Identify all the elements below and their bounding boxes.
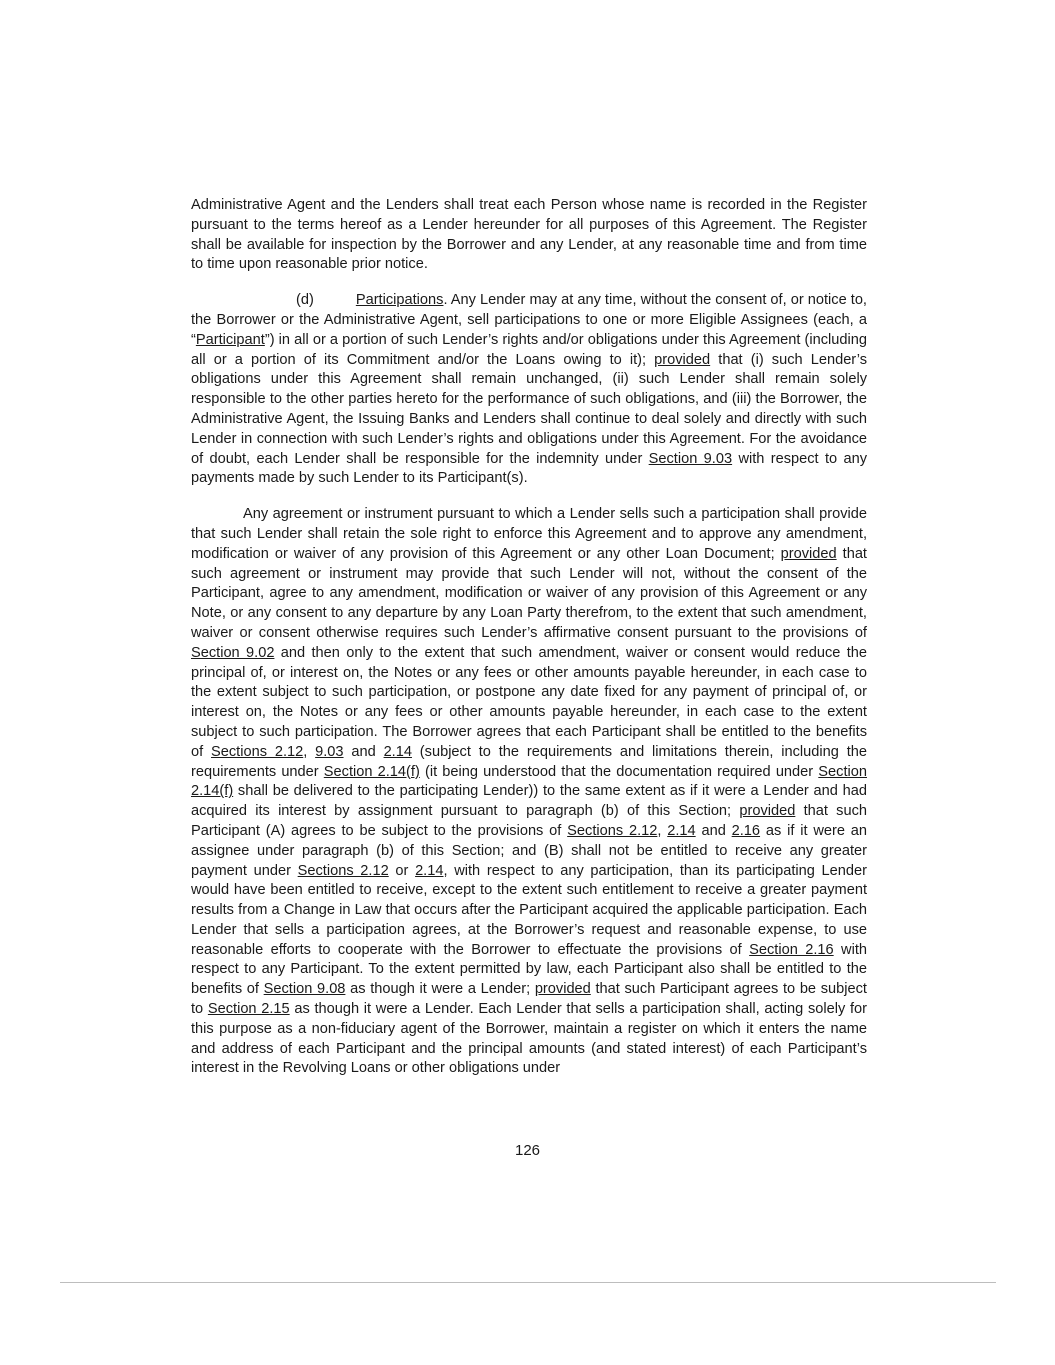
cross-reference-section-9-03: Section 9.03 [648,450,733,467]
cross-reference-2-14: 2.14 [415,862,444,879]
text-segment: with respect to any payments made by such Lender to its Participant(s). [191,450,867,487]
cross-reference-section-2-14f: Section 2.14(f) [191,763,867,800]
cross-reference-9-03: 9.03 [315,743,344,760]
text-segment: (it being understood that the documentation required under [419,763,819,780]
text-segment: , [303,743,316,760]
cross-reference-2-14: 2.14 [667,822,696,839]
text-segment: that such Participant agrees to be subject to [191,981,867,1018]
cross-reference-sections-2-12: Sections 2.12 [567,822,658,839]
cross-reference-section-2-15: Section 2.15 [207,1001,290,1018]
paragraph-participation-agreement [191,505,867,1079]
participations-heading: Participations [355,292,444,309]
text-segment: that such Participant (A) agrees to be subject to the provisions of [191,803,868,839]
text-segment: as if it were an assignee under paragraph (b) of this Section; and (B) shall not be entitled to receive any greater payment under [191,822,867,879]
provided-term: provided [654,351,711,368]
paragraph-participations [191,291,867,489]
page-divider [60,1282,996,1283]
provided-term: provided [739,803,796,820]
text-segment: Any agreement or instrument pursuant to which a Lender sells such a participation shall provide that such Lender shall retain the sole right to enforce this Agreement and to approve any amendment, modification or waiver of any provision of this Agreement or any other Loan Document; [191,506,867,562]
document-body [191,196,867,1079]
text-segment: (subject to the requirements and limitations therein, including the requirements under [191,743,867,780]
cross-reference-section-2-14f: Section 2.14(f) [323,763,420,780]
defined-term-participant: Participant [195,331,265,348]
provided-term: provided [780,545,837,562]
cross-reference-section-9-08: Section 9.08 [263,981,346,998]
provided-term: provided [534,981,591,998]
cross-reference-2-16: 2.16 [731,822,761,839]
cross-reference-2-14: 2.14 [383,743,412,760]
text-segment: and [695,822,732,839]
text-segment: ”) in all or a portion of such Lender’s rights and/or obligations under this Agreement (including all or a portion of its Commitment and/or the Loans owing to it); [191,331,867,368]
cross-reference-sections-2-12: Sections 2.12 [211,743,304,760]
subsection-label: (d) [296,292,314,309]
text-segment: . Any Lender may at any time, without the consent of, or notice to, the Borrower or the Administrative Agent, sell participations to one or more Eligible Assignees (each, a “ [191,292,867,348]
cross-reference-section-2-16: Section 2.16 [749,941,834,958]
text-segment: that (i) such Lender’s obligations under this Agreement shall remain unchanged, (ii) such Lender shall remain solely responsible to the other parties hereto for the performance of such obligations, and (iii) the Borrower, the Administrative Agent, the Issuing Banks and Lenders shall continue to deal solely and directly with such Lender in connection with such Lender’s rights and obligations under this Agreement. For the avoidance of doubt, each Lender shall be responsible for the indemnity under [191,351,867,467]
text-segment: or [388,862,416,879]
text-segment: as though it were a Lender; [345,981,535,998]
text-segment: and then only to the extent that such amendment, waiver or consent would reduce the principal of, or interest on, the Notes or any fees or other amounts payable hereunder, in each case to the extent subject to such participation, or postpone any date fixed for any payment of principal of, or interest on, the Notes or any fees or other amounts payable hereunder, in each case to the extent subject to such participation. The Borrower agrees that each Participant shall be entitled to the benefits of [191,644,867,760]
text-segment: with respect to any Participant. To the extent permitted by law, each Participant also shall be entitled to the benefits of [191,941,868,998]
text-segment: and [343,743,384,760]
text-segment: , with respect to any participation, than its participating Lender would have been entitled to receive, except to the extent such entitlement to receive a greater payment results from a Change in Law that occurs after the Participant acquired the applicable participation. Each Lender that sells a participation agrees, at the Borrower’s request and reasonable expense, to use reasonable efforts to cooperate with the Borrower to effectuate the provisions of [191,862,867,958]
text-segment: that such agreement or instrument may provide that such Lender will not, without the consent of the Participant, agree to any amendment, modification or waiver of any provision of this Agreement or any Note, or any consent to any departure by any Loan Party therefrom, to the extent that such amendment, waiver or consent otherwise requires such Lender’s affirmative consent pursuant to the provisions of [191,545,867,641]
paragraph-register: Administrative Agent and the Lenders shall treat each Person whose name is recorded in the Register pursuant to the terms hereof as a Lender hereunder for all purposes of this Agreement. The Register shall be available for inspection by the Borrower and any Lender, at any reasonable time and from time to time upon reasonable prior notice. [191,197,867,273]
page-number: 126 [514,1142,541,1159]
cross-reference-sections-2-12: Sections 2.12 [297,862,389,879]
text-segment: shall be delivered to the participating Lender)) to the same extent as if it were a Lender and had acquired its interest by assignment pursuant to paragraph (b) of this Section; [191,783,867,820]
text-segment: , [657,822,668,839]
text-segment: as though it were a Lender. Each Lender that sells a participation shall, acting solely for this purpose as a non-fiduciary agent of the Borrower, maintain a register on which it enters the name and address of each Participant and the principal amounts (and stated interest) of each Participant’s interest in the Revolving Loans or other obligations under [191,1001,867,1077]
cross-reference-section-9-02: Section 9.02 [191,644,275,661]
section-label-d [191,291,443,311]
